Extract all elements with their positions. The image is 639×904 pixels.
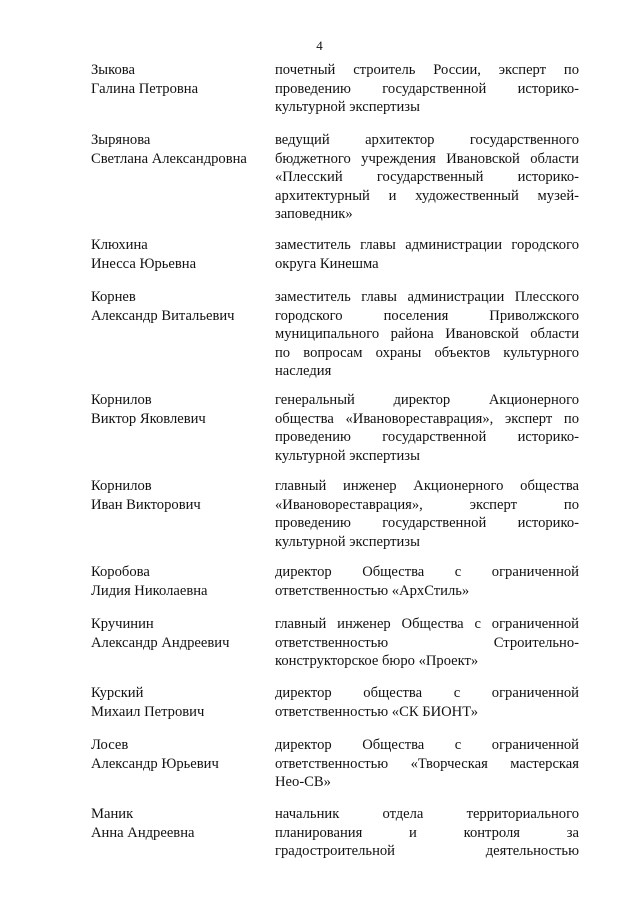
member-position bbox=[275, 615, 579, 671]
member-name bbox=[91, 391, 266, 428]
member-name bbox=[91, 615, 266, 652]
position-line: «Плесский государственный историко- bbox=[275, 169, 579, 185]
position-line: заместитель главы администрации городского bbox=[275, 237, 579, 253]
member-position bbox=[275, 477, 579, 551]
position-line: директор Общества с ограниченной bbox=[275, 737, 579, 753]
position-line: проведению государственной историко- bbox=[275, 515, 579, 531]
surname: Зырянова bbox=[91, 132, 151, 148]
position-line: культурной экспертизы bbox=[275, 533, 420, 550]
position-line: городского поселения Приволжского bbox=[275, 307, 579, 324]
member-position bbox=[275, 563, 579, 600]
position-line: «Ивановореставрация», эксперт по bbox=[275, 496, 579, 513]
given-names: Анна Андреевна bbox=[91, 824, 195, 841]
position-line: заместитель главы администрации Плесского bbox=[275, 289, 579, 305]
position-line: ответственностью «АрхСтиль» bbox=[275, 582, 470, 599]
position-line: ответственностью Строительно- bbox=[275, 634, 579, 651]
given-names: Михаил Петрович bbox=[91, 703, 205, 720]
member-position bbox=[275, 391, 579, 465]
member-name bbox=[91, 131, 266, 168]
surname: Корнев bbox=[91, 289, 136, 305]
position-line: заповедник» bbox=[275, 206, 353, 222]
surname: Коробова bbox=[91, 564, 150, 580]
member-position bbox=[275, 805, 579, 861]
member-name bbox=[91, 684, 266, 721]
member-name bbox=[91, 236, 266, 273]
position-line: наследия bbox=[275, 363, 332, 379]
position-line: округа Кинешма bbox=[275, 255, 379, 272]
member-position bbox=[275, 736, 579, 792]
member-name bbox=[91, 736, 266, 773]
position-line: главный инженер Общества с ограниченной bbox=[275, 616, 579, 632]
member-position bbox=[275, 61, 579, 117]
surname: Лосев bbox=[91, 737, 129, 753]
given-names: Александр Витальевич bbox=[91, 307, 235, 324]
given-names: Александр Юрьевич bbox=[91, 755, 219, 772]
given-names: Галина Петровна bbox=[91, 80, 199, 97]
position-line: по вопросам охраны объектов культурного bbox=[275, 344, 579, 361]
position-line: ведущий архитектор государственного bbox=[275, 132, 579, 148]
member-name bbox=[91, 288, 266, 325]
position-line: главный инженер Акционерного общества bbox=[275, 478, 579, 494]
position-line: бюджетного учреждения Ивановской области bbox=[275, 150, 579, 167]
member-name bbox=[91, 563, 266, 600]
position-line: ответственностью «Творческая мастерская bbox=[275, 755, 579, 772]
position-line: почетный строитель России, эксперт по bbox=[275, 62, 579, 78]
position-line: культурной экспертизы bbox=[275, 447, 420, 464]
position-line: муниципального района Ивановской области bbox=[275, 326, 579, 342]
position-line: культурной экспертизы bbox=[275, 99, 420, 115]
position-line: Нео-СВ» bbox=[275, 774, 331, 790]
given-names: Светлана Александровна bbox=[91, 150, 247, 167]
surname: Кручинин bbox=[91, 616, 154, 632]
position-line: градостроительной деятельностью bbox=[275, 843, 579, 859]
position-line: конструкторское бюро «Проект» bbox=[275, 653, 479, 669]
position-line: директор Общества с ограниченной bbox=[275, 564, 579, 580]
position-line: ответственностью «СК БИОНТ» bbox=[275, 703, 479, 720]
page-number: 4 bbox=[316, 38, 323, 53]
member-position bbox=[275, 131, 579, 224]
position-line: общества «Ивановореставрация», эксперт по bbox=[275, 410, 579, 427]
given-names: Иван Викторович bbox=[91, 496, 201, 513]
position-line: проведению государственной историко- bbox=[275, 429, 579, 445]
surname: Корнилов bbox=[91, 392, 152, 408]
member-name bbox=[91, 61, 266, 98]
position-line: проведению государственной историко- bbox=[275, 80, 579, 97]
member-position bbox=[275, 236, 579, 273]
member-position bbox=[275, 684, 579, 721]
member-position bbox=[275, 288, 579, 381]
given-names: Виктор Яковлевич bbox=[91, 410, 206, 427]
position-line: архитектурный и художественный музей- bbox=[275, 187, 579, 204]
surname: Корнилов bbox=[91, 478, 152, 494]
position-line: начальник отдела территориального bbox=[275, 806, 579, 822]
position-line: генеральный директор Акционерного bbox=[275, 392, 579, 408]
surname: Клюхина bbox=[91, 237, 148, 253]
given-names: Александр Андреевич bbox=[91, 634, 230, 651]
position-line: директор общества с ограниченной bbox=[275, 685, 579, 701]
given-names: Лидия Николаевна bbox=[91, 582, 208, 599]
surname: Маник bbox=[91, 806, 134, 822]
member-name bbox=[91, 805, 266, 842]
surname: Курский bbox=[91, 685, 144, 701]
member-name bbox=[91, 477, 266, 514]
given-names: Инесса Юрьевна bbox=[91, 255, 197, 272]
surname: Зыкова bbox=[91, 62, 135, 78]
position-line: планирования и контроля за bbox=[275, 824, 579, 841]
